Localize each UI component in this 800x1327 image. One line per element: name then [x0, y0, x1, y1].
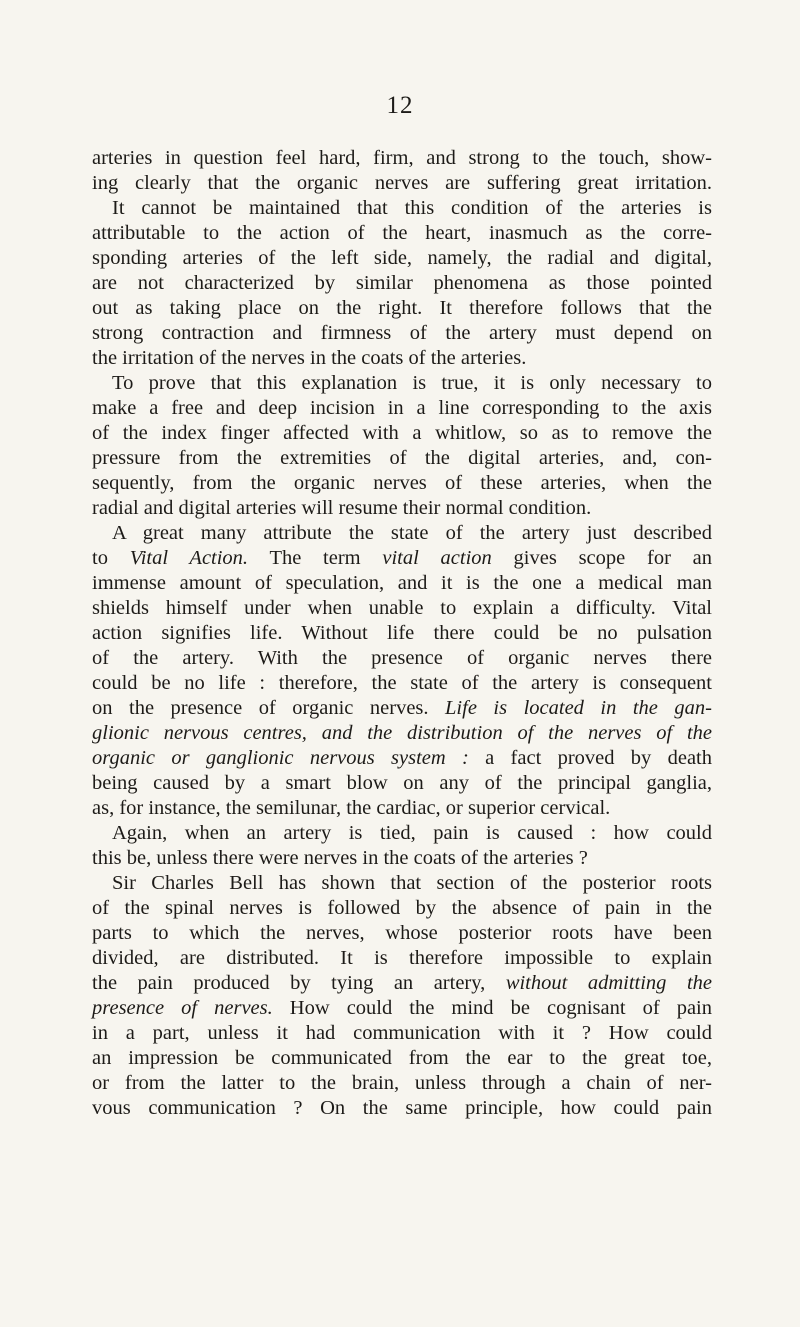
text-line [92, 921, 712, 946]
text-run: ing clearly that the organic nerves are suffering great irritation. [92, 172, 712, 194]
text-line [92, 646, 712, 671]
text-line [92, 321, 712, 346]
text-line [92, 996, 712, 1021]
text-line [92, 546, 712, 571]
text-line [92, 196, 712, 221]
italic-text: Life is located in the gan- [445, 697, 712, 719]
text-run: the pain produced by tying an artery, [92, 972, 506, 994]
text-line [92, 1021, 712, 1046]
italic-text: Vital Action. [129, 547, 249, 569]
text-run: could be no life : therefore, the state of the artery is consequent [92, 672, 712, 694]
text-run: of the index finger affected with a whitlow, so as to remove the [92, 422, 712, 444]
italic-text: without admitting the [505, 972, 712, 994]
text-run: It cannot be maintained that this condition of the arteries is [112, 197, 712, 219]
italic-text: organic or ganglionic nervous system : [92, 747, 469, 769]
text-run: vous communication ? On the same principle, how could pain [92, 1097, 712, 1119]
text-run: To prove that this explanation is true, it is only necessary to [112, 372, 712, 394]
text-run: strong contraction and firmness of the artery must depend on [92, 322, 712, 344]
text-run: being caused by a smart blow on any of the principal ganglia, [92, 772, 712, 794]
text-line [92, 696, 712, 721]
text-run: A great many attribute the state of the artery just described [112, 522, 712, 544]
page-number: 12 [386, 92, 414, 119]
text-run: action signifies life. Without life there could be no pulsation [92, 622, 712, 644]
text-line [92, 471, 712, 496]
text-run: out as taking place on the right. It therefore follows that the [92, 297, 712, 319]
body-text [92, 146, 712, 1121]
text-run: are not characterized by similar phenomena as those pointed [92, 272, 712, 294]
text-line [92, 596, 712, 621]
text-run: shields himself under when unable to explain a difficulty. Vital [92, 597, 712, 619]
text-run: pressure from the extremities of the digital arteries, and, con- [92, 447, 712, 469]
text-line [92, 1096, 712, 1121]
text-run: divided, are distributed. It is therefore impossible to explain [92, 947, 712, 969]
text-line [92, 246, 712, 271]
text-run: a fact proved by death [468, 747, 713, 769]
text-run: The term [248, 547, 383, 569]
text-run: sequently, from the organic nerves of these arteries, when the [92, 472, 712, 494]
text-line [92, 221, 712, 246]
text-line [92, 896, 712, 921]
text-line [92, 1046, 712, 1071]
text-line [92, 1071, 712, 1096]
text-line [92, 946, 712, 971]
text-line [92, 846, 712, 871]
text-line [92, 796, 712, 821]
text-line [92, 746, 712, 771]
text-run: sponding arteries of the left side, namely, the radial and digital, [92, 247, 712, 269]
text-line [92, 496, 712, 521]
text-run: parts to which the nerves, whose posterior roots have been [92, 922, 712, 944]
italic-text: vital action [382, 547, 492, 569]
italic-text: presence of nerves. [92, 997, 273, 1019]
text-run: radial and digital arteries will resume their normal condition. [92, 497, 592, 519]
text-run: on the presence of organic nerves. [92, 697, 446, 719]
text-line [92, 296, 712, 321]
text-line [92, 346, 712, 371]
text-run: make a free and deep incision in a line corresponding to the axis [92, 397, 712, 419]
text-line [92, 571, 712, 596]
text-line [92, 271, 712, 296]
text-line [92, 521, 712, 546]
text-run: to [92, 547, 130, 569]
text-run: Again, when an artery is tied, pain is caused : how could [112, 822, 712, 844]
text-line [92, 621, 712, 646]
text-line [92, 396, 712, 421]
text-line [92, 821, 712, 846]
text-run: How could the mind be cognisant of pain [272, 997, 712, 1019]
text-line [92, 371, 712, 396]
text-run: gives scope for an [491, 547, 712, 569]
text-run: of the artery. With the presence of organic nerves there [92, 647, 712, 669]
text-run: in a part, unless it had communication with it ? How could [92, 1022, 712, 1044]
text-run: arteries in question feel hard, firm, and strong to the touch, show- [92, 147, 712, 169]
text-line [92, 771, 712, 796]
italic-text: glionic nervous centres, and the distribution of the nerves of the [92, 722, 712, 744]
text-line [92, 146, 712, 171]
text-line [92, 446, 712, 471]
text-run: the irritation of the nerves in the coats of the arteries. [92, 347, 527, 369]
text-line [92, 971, 712, 996]
text-line [92, 421, 712, 446]
text-run: an impression be communicated from the ear to the great toe, [92, 1047, 712, 1069]
text-run: as, for instance, the semilunar, the cardiac, or superior cervical. [92, 797, 611, 819]
text-run: of the spinal nerves is followed by the absence of pain in the [92, 897, 712, 919]
text-line [92, 671, 712, 696]
text-run: or from the latter to the brain, unless through a chain of ner- [92, 1072, 712, 1094]
text-line [92, 721, 712, 746]
text-run: Sir Charles Bell has shown that section of the posterior roots [112, 872, 712, 894]
text-line [92, 871, 712, 896]
text-run: attributable to the action of the heart, inasmuch as the corre- [92, 222, 712, 244]
text-run: immense amount of speculation, and it is the one a medical man [92, 572, 712, 594]
text-line [92, 171, 712, 196]
text-run: this be, unless there were nerves in the coats of the arteries ? [92, 847, 588, 869]
